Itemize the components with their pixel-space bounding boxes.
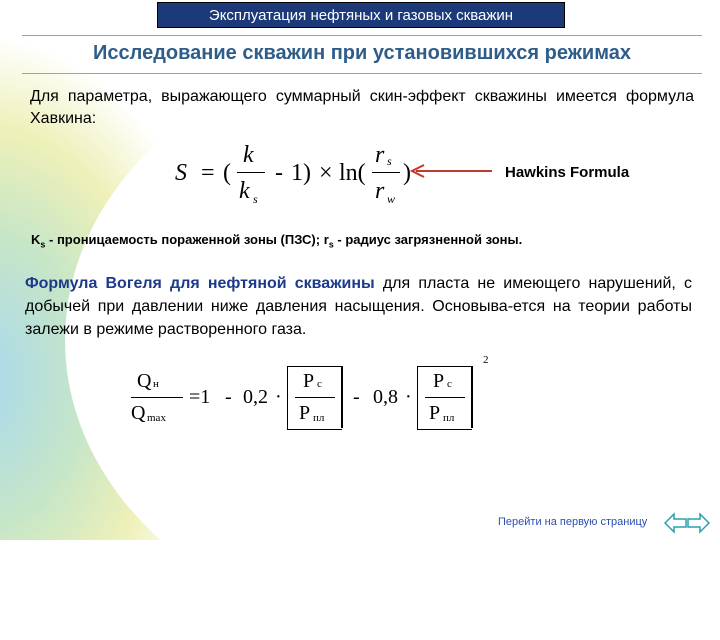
- slide-title: Исследование скважин при установившихся режимах: [93, 42, 631, 64]
- vogel-Qmax: Q: [131, 402, 146, 424]
- vogel-dot1: ·: [275, 386, 282, 408]
- vogel-coef1: 0,2: [243, 386, 268, 408]
- hawkins-formula: [175, 138, 475, 218]
- vogel-minus1: -: [225, 386, 232, 408]
- vogel-Pc1: P: [303, 370, 315, 392]
- ks-definition: [31, 232, 691, 250]
- vogel-Qn: Q: [137, 370, 152, 392]
- vogel-bracket-right-1: [341, 366, 343, 428]
- fraction-line-k: [237, 172, 265, 173]
- vogel-Pc1-sub: с: [317, 378, 322, 390]
- vogel-Ppl1: P: [299, 402, 311, 424]
- formula-minus: -: [275, 160, 283, 186]
- vogel-fraction-P2: [425, 397, 465, 398]
- formula-times: ×: [319, 160, 333, 186]
- vogel-Ppl2-sub: пл: [443, 412, 455, 424]
- rs-text: - радиус загрязненной зоны.: [333, 232, 523, 247]
- vogel-Ppl1-sub: пл: [313, 412, 325, 424]
- title-rule-bottom: [22, 73, 702, 74]
- header-bar: [157, 2, 565, 28]
- vogel-Qn-sub: н: [153, 378, 159, 390]
- formula-lparen: (: [223, 160, 231, 186]
- vogel-fraction-Q: [131, 397, 183, 398]
- vogel-eq-one: =1: [189, 386, 211, 408]
- vogel-Pc2: P: [433, 370, 445, 392]
- formula-rs: r: [375, 142, 385, 168]
- ks-symbol: K: [31, 232, 41, 247]
- formula-k: k: [243, 142, 254, 168]
- formula-ln: ln(: [339, 160, 366, 186]
- vogel-text: для пласта не имеющего нарушений, с добычей при давлении ниже давления насыщения. Основыва-ется на теории работы залежи в режиме растворенного газа.: [25, 275, 692, 338]
- vogel-coef2: 0,8: [373, 386, 398, 408]
- vogel-paragraph: [25, 272, 692, 341]
- formula-S: S: [175, 160, 187, 186]
- formula-ks: k: [239, 178, 250, 204]
- fraction-line-r: [372, 172, 400, 173]
- first-page-link[interactable]: Перейти на первую страницу: [498, 516, 648, 528]
- ks-text: - проницаемость пораженной зоны (ПЗС);: [45, 232, 324, 247]
- vogel-formula: [125, 354, 505, 440]
- vogel-minus2: -: [353, 386, 360, 408]
- vogel-power: 2: [483, 354, 489, 366]
- formula-eq: =: [201, 160, 215, 186]
- nav-arrows-icon[interactable]: [664, 512, 710, 534]
- formula-one: 1): [291, 160, 311, 186]
- hawkins-label: Hawkins Formula: [505, 164, 630, 181]
- intro-paragraph: Для параметра, выражающего суммарный скин-эффект скважины имеется формула Хавкина:: [30, 88, 694, 127]
- formula-rs-sub: s: [387, 154, 392, 168]
- title-rule-top: [22, 35, 702, 36]
- vogel-Pc2-sub: с: [447, 378, 452, 390]
- formula-rw-sub: w: [387, 192, 396, 206]
- formula-ks-sub: s: [253, 192, 258, 206]
- ks-sub: s: [40, 239, 46, 250]
- header-title: Эксплуатация нефтяных и газовых скважин: [208, 6, 514, 24]
- vogel-Qmax-sub: max: [147, 412, 166, 424]
- formula-rw: r: [375, 178, 385, 204]
- rs-sub: s: [328, 239, 334, 250]
- vogel-dot2: ·: [405, 386, 412, 408]
- arrow-left-icon: [410, 164, 492, 178]
- vogel-lead: Формула Вогеля для нефтяной скважины: [25, 275, 375, 292]
- formula-rparen: ): [403, 160, 411, 186]
- vogel-Ppl2: P: [429, 402, 441, 424]
- vogel-fraction-P1: [295, 397, 335, 398]
- rs-symbol: r: [323, 232, 329, 247]
- vogel-bracket-right-2: [471, 366, 473, 428]
